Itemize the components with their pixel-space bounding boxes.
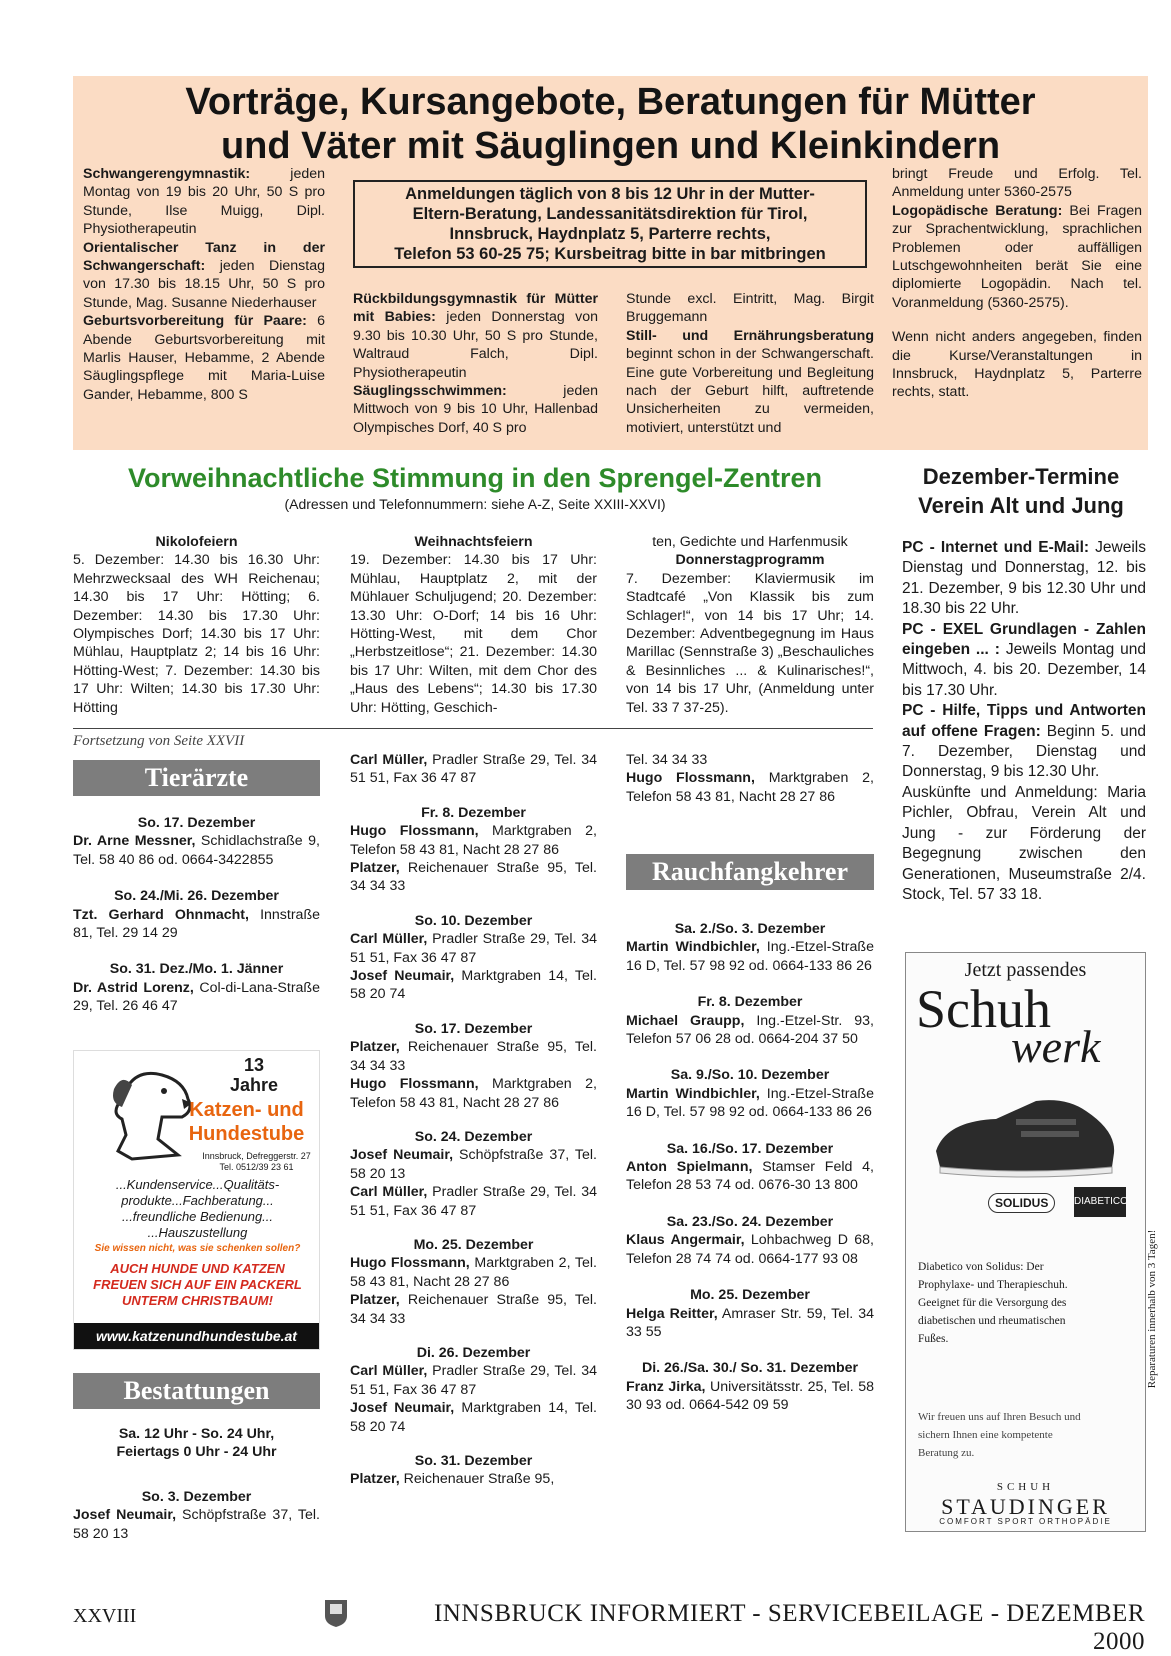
entry-line	[626, 1158, 874, 1195]
ad-question: Sie wissen nicht, was sie schenken sollen?	[94, 1243, 301, 1254]
termine-item-text: Auskünfte und Anmeldung: Maria Pichler, Obfrau, Verein Alt und Jung - zur Förderung der Begegnung zwischen den Generationen, Museumstraße 2/4. Stock, Tel. 57 33 18.	[902, 783, 1146, 903]
entry-name: Platzer,	[350, 860, 400, 877]
entry-address: Universitätsstr. 25, Tel. 58 30 93 od. 0664-542 09 59	[626, 1378, 875, 1414]
entry-name: Franz Jirka,	[626, 1378, 706, 1395]
entry-name: Martin Windbichler,	[626, 939, 760, 956]
entry-date: Di. 26./Sa. 30./ So. 31. Dezember	[641, 1360, 859, 1377]
ad-phone: Tel. 0512/39 23 61	[219, 1162, 294, 1172]
entry-date: Mo. 25. Dezember	[690, 1287, 810, 1304]
course-offers-title: Vorträge, Kursangebote, Beratungen für Mütter und Väter mit Säuglingen und Kleinkindern	[185, 81, 1036, 167]
tieraerzte-list	[73, 814, 320, 1016]
bestattungen-list-continued	[350, 751, 597, 1489]
service-entry	[350, 1236, 597, 1328]
katzen-hundestube-ad	[73, 1050, 320, 1350]
service-entry	[350, 804, 597, 896]
entry-date: Sa. 2./So. 3. Dezember	[674, 921, 826, 937]
course-item	[83, 312, 325, 404]
nikolofeiern-text: 5. Dezember: 14.30 bis 16.30 Uhr: Mehrzwecksaal des WH Reichenau; 14.30 bis 17 Uhr: Hötting; 6. Dezember: 14.30 bis 17.30 Uhr: Olympisches Dorf; 14.30 bis 17 Uhr: Mühlau, Hauptplatz 2; 14 bis 16 Uhr: Hötting-West; 7. Dezember: 14.30 bis 17 Uhr: Wilten; 14.30 bis 17.30 Uhr: Hötting	[73, 552, 320, 716]
entry-address: Schidlachstraße 9, Tel. 58 40 86 od. 0664-3422855	[73, 833, 320, 868]
course-item	[892, 328, 1142, 402]
shop-name: STAUDINGER	[941, 1494, 1110, 1519]
schuh-staudinger-ad	[905, 952, 1158, 1532]
rauchfangkehrer-list	[626, 920, 874, 1415]
donnerstag-pre: ten, Gedichte und Harfenmusik	[652, 534, 848, 550]
course-item-head: Still- und Ernährungsberatung	[626, 327, 874, 344]
service-entry	[350, 1344, 597, 1436]
service-entry	[626, 1359, 874, 1414]
course-column-4	[892, 165, 1142, 402]
entry-address: Tel. 34 34 33	[626, 752, 708, 768]
course-item-head: Schwangerengymnastik:	[83, 166, 251, 182]
entry-address: Lohbachweg D 68, Telefon 28 74 74 od. 0664-177 93 08	[626, 1232, 874, 1267]
entry-line	[73, 832, 320, 869]
shop-small: SCHUH	[996, 1481, 1055, 1493]
course-column-3	[626, 290, 874, 437]
shop-subtitle: COMFORT SPORT ORTHOPÄDIE	[939, 1517, 1112, 1526]
termine-item-text: Jeweils Montag und Mittwoch, 4. bis 20. Dezember, 14 bis 17.30 Uhr.	[902, 641, 1146, 699]
nikolofeiern-heading: Nikolofeiern	[155, 534, 238, 550]
ad-address: Innsbruck, Defreggerstr. 27	[202, 1151, 311, 1161]
ad-shop-name-2: Hundestube	[188, 1123, 305, 1145]
termine-item-head: PC - Internet und E-Mail:	[902, 539, 1090, 556]
entry-address: Ing.-Etzel-Straße 16 D, Tel. 57 98 92 od. 0664-133 86 26	[626, 939, 874, 974]
course-item-text: Wenn nicht anders angegeben, finden die Kurse/Veranstaltungen in Innsbruck, Haydnplatz 5, Parterre rechts, statt.	[892, 329, 1142, 401]
ad-jahre: Jahre	[229, 1075, 279, 1095]
course-item-head: Geburtsvorbereitung für Paare:	[83, 313, 307, 330]
schuh-big-1: Schuh	[916, 979, 1051, 1039]
weihnachtsfeiern-column	[350, 533, 597, 717]
entry-date: Fr. 8. Dezember	[421, 804, 526, 821]
entry-line	[350, 822, 597, 859]
entry-line	[350, 1254, 597, 1291]
entry-line	[626, 1085, 874, 1122]
course-item-head: Orientalischer Tanz in der Schwangerschaft:	[83, 239, 325, 275]
schuh-big-2: werk	[1011, 1021, 1101, 1072]
entry-name: Hugo Flossmann,	[626, 770, 755, 787]
footer-title: INNSBRUCK INFORMIERT - SERVICEBEILAGE - DEZEMBER 2000	[433, 1600, 1145, 1655]
course-item	[892, 165, 1142, 202]
entry-date: Di. 26. Dezember	[416, 1344, 531, 1361]
schuh-headline: Jetzt passendes	[964, 959, 1087, 981]
entry-address: Marktgraben 2, Telefon 58 43 81, Nacht 28 27 86	[626, 770, 874, 805]
sprengel-subtitle: (Adressen und Telefonnummern: siehe A-Z, Seite XXIII-XXVI)	[284, 496, 666, 512]
entry-name: Josef Neumair,	[73, 1507, 177, 1524]
service-entry	[350, 751, 597, 788]
entry-date: So. 10. Dezember	[414, 912, 533, 929]
termine-column	[902, 538, 1146, 905]
termine-item-head: PC - EXEL Grundlagen - Zahlen eingeben ... :	[902, 620, 1146, 659]
entry-address: Pradler Straße 29, Tel. 34 51 51, Fax 36 47 87	[350, 1363, 597, 1398]
entry-address: Reichenauer Straße 95, Tel. 34 34 33	[350, 1039, 597, 1074]
entry-address: Innstraße 81, Tel. 29 14 29	[73, 906, 320, 942]
course-item	[626, 327, 874, 437]
entry-date: Sa. 16./So. 17. Dezember	[666, 1140, 834, 1157]
entry-name: Michael Graupp,	[626, 1012, 745, 1029]
entry-name: Platzer,	[350, 1471, 400, 1488]
entry-line	[350, 1146, 597, 1183]
course-item	[892, 202, 1142, 312]
entry-line	[350, 1183, 597, 1220]
ad-shop-name-1: Katzen- und	[189, 1099, 304, 1121]
entry-address: Marktgraben 14, Tel. 58 20 74	[350, 1400, 598, 1435]
entry-address: Marktgraben 2, Tel. 58 43 81, Nacht 28 27 86	[350, 1255, 597, 1290]
termine-item-text: Jeweils Dienstag und Donnerstag, 12. bis 21. Dezember, 9 bis 12.30 Uhr und 18.30 bis 22 Uhr.	[902, 539, 1146, 618]
schuh-text-2: Wir freuen uns auf Ihren Besuch und sichern Ihnen eine kompetente Beratung zu.	[918, 1411, 1081, 1459]
service-entry	[626, 993, 874, 1048]
service-entry	[350, 1452, 597, 1489]
entry-date: So. 17. Dezember	[414, 1020, 533, 1037]
weihnachtsfeiern-heading: Weihnachtsfeiern	[414, 534, 533, 550]
bestattungen-list	[73, 1488, 320, 1543]
entry-line	[350, 751, 597, 788]
entry-line	[350, 1038, 597, 1075]
entry-line	[350, 1291, 597, 1328]
entry-line	[626, 1378, 874, 1415]
termine-item	[902, 783, 1146, 905]
entry-name: Josef Neumair,	[350, 1400, 455, 1417]
termine-item-text: Beginn 5. und 7. Dezember, Dienstag und Donnerstag, 9 bis 12.30 Uhr.	[902, 722, 1146, 781]
page-number: XXVIII	[73, 1605, 137, 1627]
entry-line	[626, 1012, 874, 1049]
entry-address: Ing.-Etzel-Str. 93, Telefon 57 06 28 od. 0664-204 37 50	[626, 1012, 874, 1048]
course-item-text: jeden Donnerstag von 9.30 bis 10.30 Uhr, 50 S pro Stunde, Waltraud Falch, Dipl. Physiotherapeutin	[353, 309, 598, 381]
entry-name: Martin Windbichler,	[626, 1085, 760, 1102]
entry-address: Stamser Feld 4, Telefon 28 53 74 od. 0676-30 13 800	[626, 1159, 874, 1194]
entry-date: So. 31. Dezember	[414, 1453, 533, 1469]
entry-line	[350, 1075, 597, 1112]
schuh-text: Diabetico von Solidus: Der Prophylaxe- und Therapieschuh. Geeignet für die Versorgung des diabetischen und rheumatischen Fußes.	[918, 1261, 1068, 1345]
entry-name: Carl Müller,	[350, 752, 428, 768]
course-item	[353, 382, 598, 437]
course-item-text: bringt Freude und Erfolg. Tel. Anmeldung unter 5360-2575	[892, 166, 1142, 201]
service-entry	[626, 1213, 874, 1268]
entry-address: Pradler Straße 29, Tel. 34 51 51, Fax 36 47 87	[350, 752, 597, 787]
entry-date: Sa. 9./So. 10. Dezember	[670, 1067, 830, 1084]
course-item-text: 6 Abende Geburtsvorbereitung mit Marlis Hauser, Hebamme, 2 Abende Säuglingspflege mit Maria-Luise Gander, Hebamme, 800 S	[83, 313, 325, 403]
entry-name: Tzt. Gerhard Ohnmacht,	[73, 906, 249, 923]
entry-name: Hugo Flossmann,	[350, 1076, 479, 1093]
bestattungen-hours: Sa. 12 Uhr - So. 24 Uhr, Feiertags 0 Uhr - 24 Uhr	[116, 1426, 277, 1461]
service-entry	[350, 912, 597, 1004]
entry-date: So. 31. Dez./Mo. 1. Jänner	[109, 961, 284, 978]
entry-date: So. 24./Mi. 26. Dezember	[114, 888, 279, 905]
bestattungen-list-continued-2	[626, 751, 874, 806]
course-item	[353, 290, 598, 382]
entry-line	[626, 938, 874, 975]
donnerstag-heading: Donnerstagprogramm	[675, 552, 825, 569]
entry-name: Helga Reitter,	[626, 1305, 718, 1322]
entry-date: So. 24. Dezember	[414, 1128, 533, 1145]
brand-diabetico: DIABETICO	[1074, 1187, 1126, 1217]
entry-line	[626, 751, 874, 769]
course-item-head: Säuglingsschwimmen:	[353, 383, 507, 400]
entry-address: Pradler Straße 29, Tel. 34 51 51, Fax 36 47 87	[350, 931, 597, 966]
entry-line	[626, 1305, 874, 1342]
course-item-text: jeden Mittwoch von 9 bis 10 Uhr, Hallenbad Olympisches Dorf, 40 S pro	[353, 383, 598, 436]
entry-address: Pradler Straße 29, Tel. 34 51 51, Fax 36 47 87	[350, 1184, 597, 1219]
entry-line	[73, 906, 320, 943]
entry-name: Hugo Flossmann,	[350, 1255, 470, 1272]
entry-date: So. 3. Dezember	[141, 1489, 252, 1505]
entry-line	[350, 967, 597, 1004]
nikolofeiern-column	[73, 533, 320, 717]
entry-name: Carl Müller,	[350, 931, 428, 948]
sprengel-title: Vorweihnachtliche Stimmung in den Sprengel-Zentren	[127, 463, 823, 493]
course-item	[626, 290, 874, 327]
course-column-2	[353, 290, 598, 437]
service-entry	[350, 1020, 597, 1112]
entry-line	[73, 979, 320, 1016]
entry-address: Ing.-Etzel-Straße 16 D, Tel. 57 98 92 od. 0664-133 86 26	[626, 1085, 874, 1121]
entry-line	[350, 1399, 597, 1436]
course-item-head: Logopädische Beratung:	[892, 202, 1063, 219]
ad-url[interactable]: www.katzenundhundestube.at	[74, 1323, 319, 1349]
course-column-1	[83, 165, 325, 404]
bestattungen-banner: Bestattungen	[73, 1373, 320, 1409]
schuh-side-note: Reparaturen innerhalb von 3 Tagen!	[1146, 1229, 1158, 1389]
shoe-icon	[926, 1091, 1126, 1181]
entry-name: Klaus Angermair,	[626, 1232, 745, 1249]
entry-line	[350, 930, 597, 967]
entry-name: Dr. Arne Messner,	[73, 833, 196, 850]
donnerstag-column	[626, 533, 874, 717]
registration-box: Anmeldungen täglich von 8 bis 12 Uhr in der Mutter- Eltern-Beratung, Landessanitätsdirektion für Tirol, Innsbruck, Haydnplatz 5, Parterre rechts, Telefon 53 60-25 75; Kursbeitrag bitte in bar mitbringen	[353, 180, 867, 268]
ad-slogan: ...Kundenservice...Qualitäts- produkte...Fachberatung... ...freundliche Bedienung... ...Hauszustellung	[115, 1177, 280, 1240]
termine-item	[902, 538, 1146, 620]
entry-address: Marktgraben 14, Tel. 58 20 74	[350, 968, 598, 1003]
entry-date: Sa. 23./So. 24. Dezember	[666, 1213, 834, 1230]
ad-promo: AUCH HUNDE UND KATZEN FREUEN SICH AUF EIN PACKERL UNTERM CHRISTBAUM!	[93, 1261, 302, 1308]
entry-line	[73, 1506, 320, 1543]
entry-name: Josef Neumair,	[350, 1147, 454, 1164]
entry-line	[350, 1470, 597, 1488]
service-entry	[626, 1286, 874, 1341]
course-item	[83, 165, 325, 239]
termine-title: Dezember-Termine Verein Alt und Jung	[918, 464, 1124, 518]
entry-address: Reichenauer Straße 95, Tel. 34 34 33	[350, 1292, 597, 1327]
service-entry	[73, 887, 320, 942]
service-entry	[626, 1140, 874, 1195]
donnerstag-text: 7. Dezember: Klaviermusik im Stadtcafé „Von Klassik bis zum Schlager!“, von 14 bis 17 Uhr; 14. Dezember: Adventbegegnung im Haus Marillac (Sennstraße 3) „Beschauliches & Besinnliches ... & Kulinarisches!“, von 14 bis 17 Uhr, (Anmeldung unter Tel. 33 7 37-25).	[626, 570, 874, 716]
rauchfangkehrer-banner: Rauchfangkehrer	[626, 854, 874, 890]
course-item	[83, 239, 325, 313]
termine-item-head: PC - Hilfe, Tipps und Antworten auf offene Fragen:	[902, 702, 1146, 740]
course-item-text: jeden Dienstag von 17.30 bis 18.15 Uhr, 50 S pro Stunde, Mag. Susanne Niederhauser	[83, 258, 325, 311]
entry-name: Platzer,	[350, 1292, 400, 1309]
weihnachtsfeiern-text: 19. Dezember: 14.30 bis 17 Uhr: Mühlau, Hauptplatz 2, mit der Mühlauer Schuljugend; 20. Dezember: 13.30 Uhr: O-Dorf; 14 bis 16 Uhr: Hötting-West, mit dem Chor „Herbstzeitlose“; 21. Dezember: 14.30 bis 17 Uhr: Wilten, mit dem Chor des „Haus des Lebens“; 14.30 bis 17.30 Uhr: Hötting, Geschich-	[350, 552, 597, 716]
brand-solidus: SOLIDUS	[988, 1193, 1055, 1213]
course-item-head: Rückbildungsgymnastik für Mütter mit Babies:	[353, 291, 598, 326]
entry-name: Anton Spielmann,	[626, 1159, 753, 1176]
service-entry	[626, 1066, 874, 1121]
entry-name: Platzer,	[350, 1039, 400, 1056]
entry-name: Josef Neumair,	[350, 968, 455, 985]
service-entry	[626, 920, 874, 975]
entry-address: Reichenauer Straße 95,	[399, 1471, 555, 1488]
entry-date: Fr. 8. Dezember	[697, 994, 803, 1011]
entry-date: So. 17. Dezember	[137, 815, 256, 831]
service-entry	[73, 1488, 320, 1543]
course-item-text: Stunde excl. Eintritt, Mag. Birgit Bruggemann	[626, 291, 874, 326]
entry-name: Carl Müller,	[350, 1184, 428, 1201]
ad-years: 13	[243, 1055, 265, 1075]
entry-name: Hugo Flossmann,	[350, 823, 479, 840]
termine-item	[902, 620, 1146, 702]
entry-address: Schöpfstraße 37, Tel. 58 20 13	[73, 1507, 320, 1542]
service-entry	[73, 814, 320, 869]
entry-name: Carl Müller,	[350, 1363, 428, 1380]
entry-line	[350, 859, 597, 896]
entry-date: Mo. 25. Dezember	[413, 1236, 534, 1253]
course-item-text: Bei Fragen zur Sprachentwicklung, sprachlichen Problemen oder auffälligen Lutschgewohnheiten berät Sie eine diplomierte Logopädin. Nach tel. Voranmeldung (5360-2575).	[892, 202, 1143, 311]
service-entry	[350, 1128, 597, 1220]
fortsetzung-note: Fortsetzung von Seite XXVII	[73, 733, 245, 749]
entry-line	[626, 769, 874, 806]
entry-address: Marktgraben 2, Telefon 58 43 81, Nacht 28 27 86	[350, 1076, 597, 1111]
course-item-text: jeden Montag von 19 bis 20 Uhr, 50 S pro Stunde, Ilse Muigg, Dipl. Physiotherapeutin	[83, 166, 325, 238]
entry-address: Amraser Str. 59, Tel. 34 33 55	[626, 1305, 874, 1340]
course-item-text: beginnt schon in der Schwangerschaft. Eine gute Vorbereitung und Begleitung nach der Geburt hilft, auftretende Unsicherheiten zu vermeiden, motiviert, unterstützt und	[626, 346, 874, 436]
entry-line	[626, 1231, 874, 1268]
tieraerzte-banner: Tierärzte	[73, 760, 320, 796]
divider	[73, 728, 873, 729]
service-entry	[626, 751, 874, 806]
entry-name: Dr. Astrid Lorenz,	[73, 979, 194, 996]
service-entry	[73, 960, 320, 1015]
entry-address: Col-di-Lana-Straße 29, Tel. 26 46 47	[73, 979, 320, 1015]
entry-address: Marktgraben 2, Telefon 58 43 81, Nacht 28 27 86	[350, 823, 597, 858]
entry-line	[350, 1362, 597, 1399]
city-crest-icon	[323, 1598, 349, 1628]
termine-item	[902, 701, 1146, 783]
entry-address: Reichenauer Straße 95, Tel. 34 34 33	[350, 860, 597, 895]
entry-address: Schöpfstraße 37, Tel. 58 20 13	[350, 1147, 597, 1182]
